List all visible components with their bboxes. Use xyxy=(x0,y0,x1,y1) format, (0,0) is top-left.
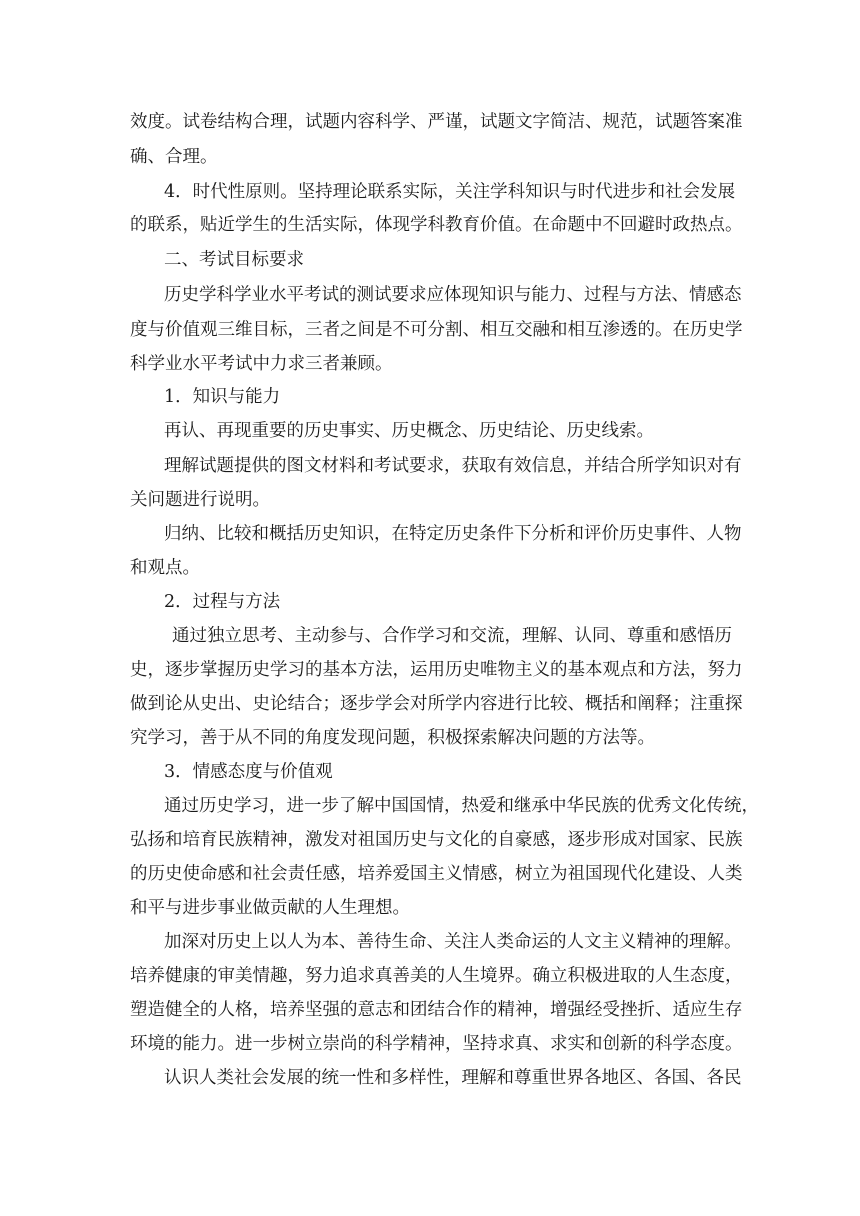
text-line: 确、合理。 xyxy=(130,147,218,167)
text-line: 效度。试卷结构合理，试题内容科学、严谨，试题文字简洁、规范，试题答案准 xyxy=(130,112,743,132)
text-line: 科学业水平考试中力求三者兼顾。 xyxy=(130,354,393,374)
text-line: 做到论从史出、史论结合；逐步学会对所学内容进行比较、概括和阐释；注重探 xyxy=(130,694,743,714)
subsection-heading: 1．知识与能力 xyxy=(164,387,281,407)
subsection-heading: 2．过程与方法 xyxy=(164,592,281,612)
text-line: 究学习，善于从不同的角度发现问题，积极探索解决问题的方法等。 xyxy=(130,728,655,748)
text-line: 再认、再现重要的历史事实、历史概念、历史结论、历史线索。 xyxy=(164,421,654,441)
section-heading: 二、考试目标要求 xyxy=(164,250,304,270)
text-line: 和平与进步事业做贡献的人生理想。 xyxy=(130,898,410,918)
subsection-heading: 3．情感态度与价值观 xyxy=(164,762,333,782)
text-line: 和观点。 xyxy=(130,558,200,578)
text-line: 的历史使命感和社会责任感，培养爱国主义情感，树立为祖国现代化建设、人类 xyxy=(130,864,743,884)
text-line: 认识人类社会发展的统一性和多样性，理解和尊重世界各地区、各国、各民 xyxy=(164,1068,742,1088)
text-line: 通过独立思考、主动参与、合作学习和交流，理解、认同、尊重和感悟历 xyxy=(172,626,732,646)
text-line: 理解试题提供的图文材料和考试要求，获取有效信息，并结合所学知识对有 xyxy=(164,456,742,476)
text-line: 弘扬和培育民族精神，激发对祖国历史与文化的自豪感，逐步形成对国家、民族 xyxy=(130,830,743,850)
text-line: 关问题进行说明。 xyxy=(130,490,270,510)
text-line: 培养健康的审美情趣，努力追求真善美的人生境界。确立积极进取的人生态度， xyxy=(130,966,743,986)
text-line: 环境的能力。进一步树立崇尚的科学精神，坚持求真、求实和创新的科学态度。 xyxy=(130,1034,743,1054)
text-line: 归纳、比较和概括历史知识，在特定历史条件下分析和评价历史事件、人物 xyxy=(164,524,742,544)
text-line: 加深对历史上以人为本、善待生命、关注人类命运的人文主义精神的理解。 xyxy=(164,932,742,952)
text-line: 4．时代性原则。坚持理论联系实际，关注学科知识与时代进步和社会发展 xyxy=(164,182,736,202)
text-line: 通过历史学习，进一步了解中国国情，热爱和继承中华民族的优秀文化传统， xyxy=(164,796,759,816)
text-line: 的联系，贴近学生的生活实际，体现学科教育价值。在命题中不回避时政热点。 xyxy=(130,215,743,235)
text-line: 塑造健全的人格，培养坚强的意志和团结合作的精神，增强经受挫折、适应生存 xyxy=(130,1000,743,1020)
text-line: 历史学科学业水平考试的测试要求应体现知识与能力、过程与方法、情感态 xyxy=(164,285,742,305)
text-line: 度与价值观三维目标，三者之间是不可分割、相互交融和相互渗透的。在历史学 xyxy=(130,320,743,340)
text-line: 史，逐步掌握历史学习的基本方法，运用历史唯物主义的基本观点和方法，努力 xyxy=(130,660,743,680)
